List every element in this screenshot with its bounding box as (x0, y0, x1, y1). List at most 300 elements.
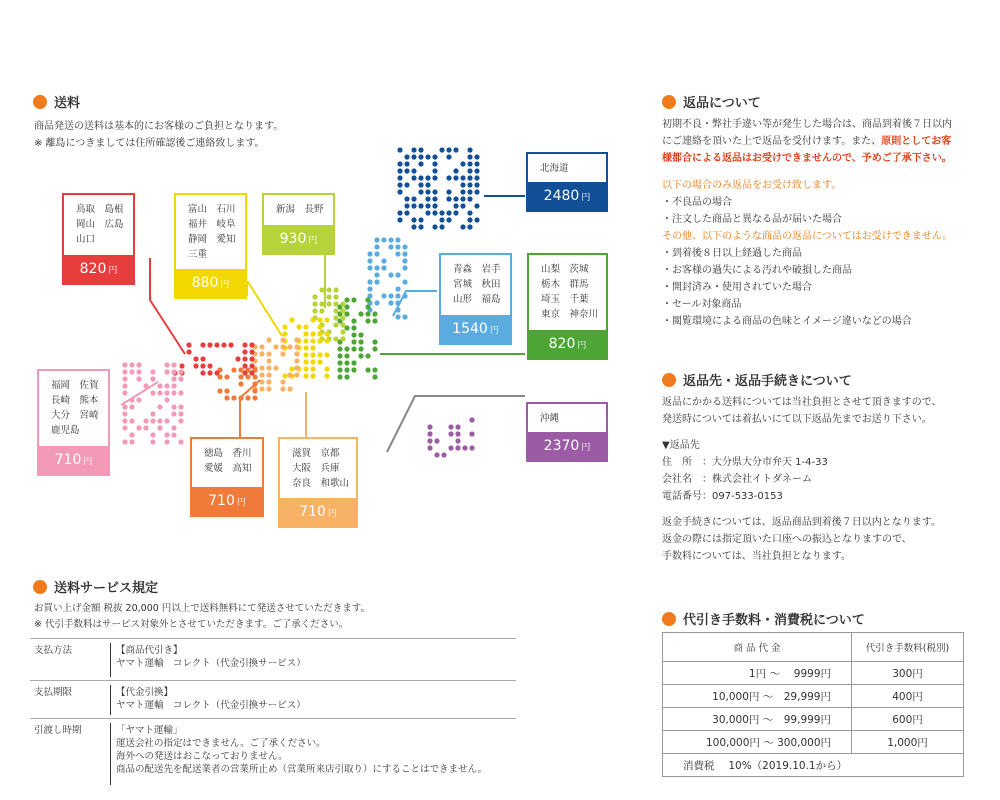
map-dot (171, 411, 176, 416)
map-dot (122, 439, 127, 444)
map-dot (122, 362, 127, 367)
map-dot (242, 363, 247, 368)
map-dot (432, 161, 437, 166)
price-unit: 円 (489, 325, 499, 336)
map-dot (129, 362, 134, 367)
region-names: 鳥取 島根 岡山 広島 山口 (76, 204, 124, 245)
map-dot (453, 175, 458, 180)
region-box (37, 369, 110, 476)
service-row-payment (30, 638, 516, 681)
returns-text: 初期不良・弊社手違い等が発生した場合は、商品到着後７日以内 (662, 119, 952, 130)
map-dot (136, 376, 141, 381)
map-dot (294, 351, 299, 356)
map-dot (358, 353, 363, 358)
map-dot (434, 438, 439, 443)
region-box (62, 193, 135, 285)
price-unit: 円 (236, 497, 246, 508)
map-dot (365, 304, 370, 309)
map-dot (365, 353, 370, 358)
map-dot (395, 251, 400, 256)
map-dot (402, 265, 407, 270)
map-dot (337, 367, 342, 372)
map-dot (122, 418, 127, 423)
map-dot (351, 318, 356, 323)
map-dot (467, 182, 472, 187)
map-dot (259, 372, 264, 377)
map-dot (404, 196, 409, 201)
map-dot (474, 203, 479, 208)
map-dot (388, 244, 393, 249)
map-dot (122, 390, 127, 395)
map-dot (411, 224, 416, 229)
map-dot (122, 404, 127, 409)
map-dot (280, 379, 285, 384)
map-dot (351, 346, 356, 351)
map-dot (427, 424, 432, 429)
map-dot (467, 168, 472, 173)
map-dot (427, 431, 432, 436)
map-dot (157, 383, 162, 388)
region-names: 滋賀 京都 大阪 兵庫 奈良 和歌山 (292, 448, 350, 489)
map-dot (164, 369, 169, 374)
map-dot (186, 349, 191, 354)
map-dot (432, 175, 437, 180)
map-dot (439, 217, 444, 222)
map-dot (337, 360, 342, 365)
map-dot (310, 366, 315, 371)
map-dot (344, 346, 349, 351)
map-dot (242, 349, 247, 354)
map-dot (129, 432, 134, 437)
map-dot (467, 161, 472, 166)
price-value: 710 (208, 493, 235, 509)
map-dot (143, 418, 148, 423)
map-dot (358, 332, 363, 337)
map-dot (427, 438, 432, 443)
service-row-text: 【商品代引き】 ヤマト運輸 コレクト（代金引換サービス） (116, 645, 306, 669)
map-dot (249, 370, 254, 375)
map-dot (303, 345, 308, 350)
map-dot (287, 386, 292, 391)
map-dot (432, 154, 437, 159)
map-dot (427, 445, 432, 450)
map-dot (200, 363, 205, 368)
accept-heading: 以下の場合のみ返品をお受け致します。 (662, 180, 842, 191)
map-dot (294, 344, 299, 349)
map-dot (157, 390, 162, 395)
map-dot (171, 362, 176, 367)
map-dot (372, 311, 377, 316)
return-address-desc: 返品にかかる送料については当社負担とさせて頂きますので、 発送時については着払いにて以下返品先までお送り下さい。 (662, 397, 942, 425)
map-dot (310, 352, 315, 357)
map-dot (289, 366, 294, 371)
map-dot (474, 154, 479, 159)
map-dot (200, 356, 205, 361)
price-unit: 円 (308, 235, 318, 246)
map-dot (207, 342, 212, 347)
map-dot (310, 338, 315, 343)
map-dot (252, 388, 257, 393)
map-dot (242, 356, 247, 361)
map-dot (411, 147, 416, 152)
map-dot (381, 258, 386, 263)
map-dot (467, 217, 472, 222)
map-dot (455, 424, 460, 429)
map-dot (374, 265, 379, 270)
cod-title: 代引き手数料・消費税について (662, 609, 865, 628)
table-cell: 30,000円 ～ 99,999円 (663, 708, 852, 731)
map-dot (439, 210, 444, 215)
map-dot (296, 324, 301, 329)
region-names: 北海道 (540, 163, 569, 174)
region-price (64, 255, 133, 283)
map-dot (351, 360, 356, 365)
price-unit: 円 (83, 456, 93, 467)
map-dot (474, 217, 479, 222)
map-dot (474, 189, 479, 194)
price-value: 710 (54, 452, 82, 468)
map-dot (404, 154, 409, 159)
map-dot (326, 294, 331, 299)
table-cell: 10,000円 ～ 29,999円 (663, 685, 852, 708)
region-box (174, 193, 247, 299)
map-dot (418, 217, 423, 222)
table-row (663, 662, 964, 685)
list-item: ・お客様の過失による汚れや破損した商品 (662, 265, 852, 276)
map-dot (266, 365, 271, 370)
map-dot (344, 360, 349, 365)
map-dot (333, 336, 338, 341)
region-names: 山梨 茨城 栃木 群馬 埼玉 千葉 東京 神奈川 (541, 264, 599, 320)
map-dot (372, 339, 377, 344)
price-value: 2370 (543, 438, 580, 454)
map-dot (397, 182, 402, 187)
map-dot (324, 352, 329, 357)
region-price (39, 446, 108, 474)
map-dot (358, 346, 363, 351)
map-dot (171, 390, 176, 395)
map-dot (453, 147, 458, 152)
map-dot (150, 439, 155, 444)
map-dot (474, 168, 479, 173)
map-dot (418, 182, 423, 187)
map-dot (337, 353, 342, 358)
map-dot (340, 301, 345, 306)
map-dot (448, 445, 453, 450)
price-value: 2480 (543, 188, 580, 204)
map-dot (242, 342, 247, 347)
map-dot (317, 338, 322, 343)
map-dot (462, 445, 467, 450)
map-dot (171, 432, 176, 437)
bullet-dot-icon (662, 95, 676, 109)
map-dot (374, 279, 379, 284)
map-dot (374, 244, 379, 249)
map-dot (365, 311, 370, 316)
map-dot (224, 374, 229, 379)
map-dot (404, 182, 409, 187)
map-dot (365, 297, 370, 302)
cod-fee-table (662, 632, 964, 777)
map-dot (425, 210, 430, 215)
map-dot (178, 404, 183, 409)
map-dot (294, 337, 299, 342)
list-item: ・セール対象商品 (662, 299, 742, 310)
map-dot (129, 418, 134, 423)
map-dot (381, 265, 386, 270)
region-names: 沖縄 (540, 413, 560, 424)
map-dot (402, 314, 407, 319)
map-dot (252, 395, 257, 400)
map-dot (171, 383, 176, 388)
price-unit: 円 (108, 265, 118, 276)
map-dot (231, 367, 236, 372)
map-dot (358, 339, 363, 344)
map-dot (418, 154, 423, 159)
map-dot (455, 445, 460, 450)
service-desc: お買い上げ金額 税抜 20,000 円以上で送料無料にて発送させていただきます。 ※ 代引手数料はサービス対象外とさせていただきます。ご了承ください。 (34, 603, 371, 630)
region-price (280, 498, 356, 526)
map-dot (418, 224, 423, 229)
map-dot (238, 374, 243, 379)
map-dot (432, 168, 437, 173)
map-dot (411, 168, 416, 173)
map-dot (171, 376, 176, 381)
map-dot (469, 417, 474, 422)
map-dot (294, 365, 299, 370)
map-dot (474, 182, 479, 187)
map-dot (344, 367, 349, 372)
map-dot (266, 351, 271, 356)
service-row-text: 「ヤマト運輸」 運送会社の指定はできません。ご了承ください。 海外への発送はおこなっておりません。 商品の配送先を配送業者の営業所止め（営業所来店引取り）にすることはできません。 (116, 725, 488, 775)
map-dot (303, 352, 308, 357)
map-dot (460, 203, 465, 208)
map-dot (266, 372, 271, 377)
shipping-title: 送料 (33, 92, 80, 111)
map-dot (358, 311, 363, 316)
map-dot (404, 210, 409, 215)
map-dot (344, 353, 349, 358)
map-dot (294, 372, 299, 377)
map-dot (367, 251, 372, 256)
map-dot (404, 168, 409, 173)
map-dot (395, 314, 400, 319)
map-dot (404, 161, 409, 166)
map-dot (287, 344, 292, 349)
refund-desc: 返金手続きについては、返品商品到着後７日以内となります。 返金の際には指定頂いた口座への振込となりますので、 手数料については、当社負担となります。 (662, 517, 941, 562)
map-dot (150, 432, 155, 437)
map-dot (259, 344, 264, 349)
map-dot (460, 196, 465, 201)
map-dot (395, 293, 400, 298)
return-address-body (662, 394, 982, 565)
map-dot (418, 147, 423, 152)
map-dot (287, 372, 292, 377)
map-dot (136, 425, 141, 430)
map-dot (266, 358, 271, 363)
returns-warning: 原則としてお客 (881, 136, 952, 147)
map-dot (453, 203, 458, 208)
map-dot (136, 362, 141, 367)
map-dot (446, 196, 451, 201)
map-dot (411, 203, 416, 208)
map-dot (467, 210, 472, 215)
map-dot (337, 374, 342, 379)
map-dot (280, 386, 285, 391)
map-dot (340, 315, 345, 320)
map-dot (310, 359, 315, 364)
map-dot (411, 217, 416, 222)
map-dot (221, 342, 226, 347)
service-row-deadline (30, 680, 516, 719)
price-value: 930 (279, 231, 307, 247)
map-dot (245, 395, 250, 400)
map-dot (467, 147, 472, 152)
map-dot (324, 317, 329, 322)
map-dot (235, 356, 240, 361)
map-dot (446, 175, 451, 180)
map-dot (310, 373, 315, 378)
map-dot (333, 301, 338, 306)
map-dot (460, 182, 465, 187)
list-item: ・開封済み・使用されていた場合 (662, 282, 812, 293)
price-value: 710 (299, 504, 326, 520)
map-dot (372, 367, 377, 372)
map-dot (367, 279, 372, 284)
map-dot (178, 439, 183, 444)
map-dot (280, 344, 285, 349)
price-value: 820 (79, 261, 107, 277)
map-dot (217, 388, 222, 393)
map-dot (310, 345, 315, 350)
map-dot (418, 189, 423, 194)
map-dot (242, 370, 247, 375)
map-dot (164, 390, 169, 395)
map-dot (404, 203, 409, 208)
map-dot (150, 390, 155, 395)
map-dot (282, 324, 287, 329)
map-dot (448, 431, 453, 436)
service-title: 送料サービス規定 (33, 577, 158, 596)
map-dot (474, 161, 479, 166)
map-dot (374, 237, 379, 242)
table-cell: 100,000円 ～ 300,000円 (663, 731, 852, 754)
price-unit: 円 (581, 192, 591, 203)
region-price (192, 487, 262, 515)
region-box (439, 253, 512, 345)
map-dot (432, 196, 437, 201)
map-dot (446, 217, 451, 222)
map-dot (455, 438, 460, 443)
map-dot (425, 182, 430, 187)
map-dot (395, 244, 400, 249)
map-dot (179, 363, 184, 368)
map-dot (367, 286, 372, 291)
returns-body (662, 116, 982, 330)
map-dot (186, 342, 191, 347)
table-cell: 600円 (852, 708, 964, 731)
map-dot (425, 196, 430, 201)
map-dot (310, 331, 315, 336)
map-dot (333, 294, 338, 299)
map-dot (395, 237, 400, 242)
map-dot (446, 210, 451, 215)
table-header: 代引き手数料(税別) (852, 633, 964, 662)
map-dot (432, 203, 437, 208)
map-dot (337, 346, 342, 351)
map-dot (453, 196, 458, 201)
region-box (526, 402, 608, 462)
region-names: 青森 岩手 宮城 秋田 山形 福島 (453, 264, 501, 305)
table-row (663, 754, 964, 777)
map-dot (374, 300, 379, 305)
region-price (264, 225, 333, 253)
map-dot (467, 154, 472, 159)
bullet-dot-icon (662, 373, 676, 387)
map-dot (388, 293, 393, 298)
map-dot (273, 344, 278, 349)
price-unit: 円 (581, 442, 591, 453)
region-box (526, 152, 608, 212)
map-dot (312, 294, 317, 299)
map-dot (460, 161, 465, 166)
return-address-head: ▼返品先 (662, 440, 700, 451)
map-dot (434, 452, 439, 457)
map-dot (122, 425, 127, 430)
map-dot (411, 175, 416, 180)
map-dot (467, 175, 472, 180)
map-dot (294, 358, 299, 363)
map-dot (425, 189, 430, 194)
map-dot (319, 287, 324, 292)
map-dot (136, 397, 141, 402)
map-dot (214, 370, 219, 375)
returns-text: にご連絡を頂いた上で返品を受付けます。また、 (662, 136, 882, 147)
map-dot (164, 439, 169, 444)
map-dot (395, 286, 400, 291)
map-dot (455, 431, 460, 436)
map-dot (374, 251, 379, 256)
map-dot (340, 322, 345, 327)
map-dot (129, 404, 134, 409)
map-dot (289, 317, 294, 322)
region-price (528, 182, 606, 210)
map-dot (469, 445, 474, 450)
map-dot (324, 366, 329, 371)
map-dot (231, 395, 236, 400)
map-dot (122, 383, 127, 388)
map-dot (351, 325, 356, 330)
map-dot (388, 237, 393, 242)
map-dot (249, 342, 254, 347)
map-dot (303, 324, 308, 329)
map-dot (224, 388, 229, 393)
map-dot (326, 301, 331, 306)
returns-title: 返品について (662, 92, 761, 111)
bullet-dot-icon (662, 612, 676, 626)
map-dot (157, 404, 162, 409)
map-dot (453, 168, 458, 173)
service-row-text: 【代金引換】 ヤマト運輸 コレクト（代金引換サービス） (116, 687, 306, 711)
price-value: 820 (548, 336, 576, 352)
map-dot (467, 196, 472, 201)
price-unit: 円 (220, 279, 230, 290)
table-row (663, 731, 964, 754)
map-dot (324, 331, 329, 336)
map-dot (397, 161, 402, 166)
map-dot (214, 342, 219, 347)
company-line: 会社名 ：株式会社イトダネーム (662, 474, 812, 485)
